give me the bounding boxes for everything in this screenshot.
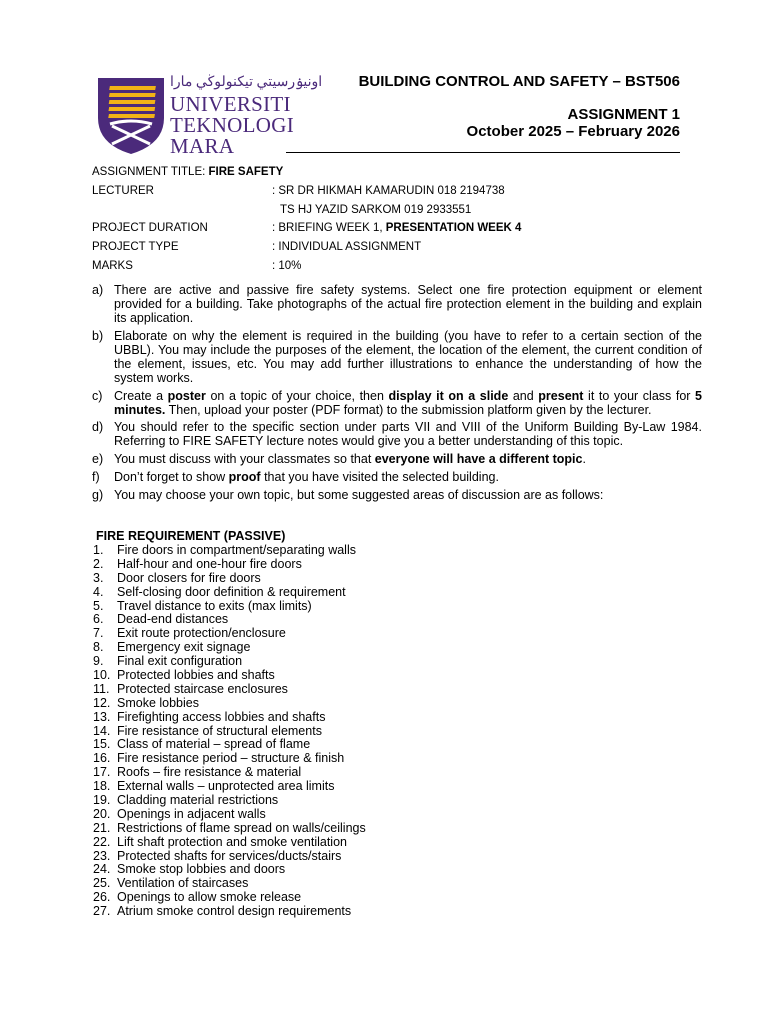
instruction-b [92,329,702,385]
list-item-text: Protected shafts for services/ducts/stairs [117,848,342,863]
instruction-c [92,389,702,417]
assignment-title-value: FIRE SAFETY [208,166,284,178]
list-item-text: Protected staircase enclosures [117,681,288,696]
wordmark-line-2: TEKNOLOGI [170,113,295,137]
list-item [93,600,366,614]
list-item-text: Self-closing door definition & requirement [117,584,346,599]
list-item [93,641,366,655]
list-item [93,544,366,558]
wordmark-line-3: MARA [170,134,235,158]
instruction-d [92,420,702,448]
instruction-text: There are active and passive fire safety systems. Select one fire protection equipment or element provided for a building. Take photographs of the actual fire protection element in the building and explain its application. [114,283,702,325]
list-item [93,572,366,586]
list-item-number: 19. [93,793,111,808]
instruction-e [92,452,702,466]
list-item [93,808,366,822]
list-item-number: 7. [93,626,104,641]
list-item [93,711,366,725]
list-item-text: Openings to allow smoke release [117,890,302,905]
instruction-label: g) [92,488,104,502]
project-type-value: : INDIVIDUAL ASSIGNMENT [272,241,422,253]
list-item [93,836,366,850]
project-type-label: PROJECT TYPE [92,241,179,253]
list-item-text: Final exit configuration [117,654,243,669]
list-item [93,752,366,766]
instruction-label: b) [92,329,104,343]
list-item-text: Smoke lobbies [117,695,199,710]
list-item-text: Door closers for fire doors [117,570,261,585]
assignment-number: ASSIGNMENT 1 [567,106,680,123]
assignment-title-row [92,166,283,178]
list-item [93,683,366,697]
list-item [93,822,366,836]
instruction-g [92,488,702,502]
course-title: BUILDING CONTROL AND SAFETY – BST506 [358,73,680,90]
list-item-number: 16. [93,751,111,766]
list-item-text: Atrium smoke control design requirements [117,904,352,919]
list-item-text: Roofs – fire resistance & material [117,765,302,780]
list-item-text: Restrictions of flame spread on walls/ceilings [117,820,366,835]
instruction-text: You must discuss with your classmates so that everyone will have a different topic. [114,452,586,466]
list-item-number: 8. [93,640,104,655]
header-divider [286,152,680,153]
list-item-number: 23. [93,848,111,863]
instruction-text: You may choose your own topic, but some suggested areas of discussion are as follows: [114,488,604,502]
list-item [93,794,366,808]
lecturer-2: TS HJ YAZID SARKOM 019 2933551 [280,204,472,216]
marks-label: MARKS [92,260,133,272]
list-item [93,725,366,739]
list-item [93,863,366,877]
list-item-number: 26. [93,890,111,905]
list-item-text: Fire resistance of structural elements [117,723,322,738]
list-item-number: 11. [93,681,110,696]
list-item [93,613,366,627]
list-item-text: Dead-end distances [117,612,229,627]
list-item-number: 22. [93,834,111,849]
list-item-number: 10. [93,668,111,683]
topic-list [93,544,366,919]
jawi-wordmark: اونيۏرسيتي تيكنولوڬي مارا [170,75,323,90]
list-item-text: Smoke stop lobbies and doors [117,862,286,877]
list-item-number: 20. [93,806,111,821]
list-item-number: 1. [93,543,104,557]
list-item-number: 9. [93,654,104,669]
instruction-label: d) [92,420,104,434]
list-item-number: 2. [93,556,104,571]
list-item [93,905,366,919]
list-item-number: 21. [93,820,111,835]
list-item-number: 6. [93,612,104,627]
list-item-text: Half-hour and one-hour fire doors [117,556,302,571]
duration-value [272,222,521,234]
instruction-label: f) [92,470,100,484]
list-item-text: Lift shaft protection and smoke ventilation [117,834,347,849]
list-item-text: Protected lobbies and shafts [117,668,275,683]
instruction-label: c) [92,389,103,403]
duration-label: PROJECT DURATION [92,222,208,234]
list-item [93,669,366,683]
list-item-number: 3. [93,570,104,585]
list-item [93,780,366,794]
list-item-text: Emergency exit signage [117,640,251,655]
instruction-a [92,283,702,325]
list-item-number: 14. [93,723,111,738]
semester-period: October 2025 – February 2026 [466,123,680,140]
list-item-number: 24. [93,862,111,877]
list-item [93,891,366,905]
instruction-text: You should refer to the specific section under parts VII and VIII of the Uniform Building By-Law 1984. Referring to FIRE SAFETY lecture notes would give you a better understanding of this topic. [114,420,702,448]
list-item [93,655,366,669]
lecturer-label: LECTURER [92,185,154,197]
instruction-label: a) [92,283,104,297]
list-item [93,766,366,780]
section-title: FIRE REQUIREMENT (PASSIVE) [96,529,286,543]
duration-briefing: : BRIEFING WEEK 1, [272,222,386,234]
list-item-text: Openings in adjacent walls [117,806,266,821]
assignment-title-label: ASSIGNMENT TITLE: [92,166,209,178]
wordmark-line-1: UNIVERSITI [170,92,291,116]
list-item-text: Travel distance to exits (max limits) [117,598,312,613]
list-item-text: Ventilation of staircases [117,876,249,891]
list-item [93,627,366,641]
list-item-number: 25. [93,876,111,891]
list-item [93,850,366,864]
marks-value: : 10% [272,260,302,272]
list-item-number: 18. [93,779,111,794]
university-wordmark [170,76,322,157]
list-item-number: 4. [93,584,104,599]
instruction-text: Elaborate on why the element is required in the building (you have to refer to a certain section of the UBBL). You may include the purposes of the element, the location of the element, the current condition of the element, issues, etc. You may add further illustrations to enhance the understanding of how the system works. [114,329,702,385]
list-item [93,738,366,752]
list-item-text: Class of material – spread of flame [117,737,311,752]
instruction-text: Don’t forget to show proof that you have visited the selected building. [114,470,499,484]
list-item-text: Fire resistance period – structure & finish [117,751,345,766]
list-item-number: 15. [93,737,111,752]
list-item-number: 27. [93,904,111,919]
list-item-number: 13. [93,709,111,724]
list-item [93,586,366,600]
duration-presentation: PRESENTATION WEEK 4 [385,222,522,234]
list-item-number: 17. [93,765,111,780]
list-item-text: Fire doors in compartment/separating walls [117,543,356,557]
list-item-text: Exit route protection/enclosure [117,626,286,641]
instruction-text: Create a poster on a topic of your choice, then display it on a slide and present it to your class for 5 minutes. Then, upload your poster (PDF format) to the submission platform given by the lecturer. [114,389,702,417]
instruction-f [92,470,702,484]
list-item [93,697,366,711]
list-item-text: External walls – unprotected area limits [117,779,335,794]
list-item-text: Cladding material restrictions [117,793,279,808]
list-item [93,558,366,572]
list-item-number: 12. [93,695,111,710]
list-item-number: 5. [93,598,104,613]
instruction-label: e) [92,452,104,466]
lecturer-1: : SR DR HIKMAH KAMARUDIN 018 2194738 [272,185,505,197]
list-item [93,877,366,891]
list-item-text: Firefighting access lobbies and shafts [117,709,326,724]
